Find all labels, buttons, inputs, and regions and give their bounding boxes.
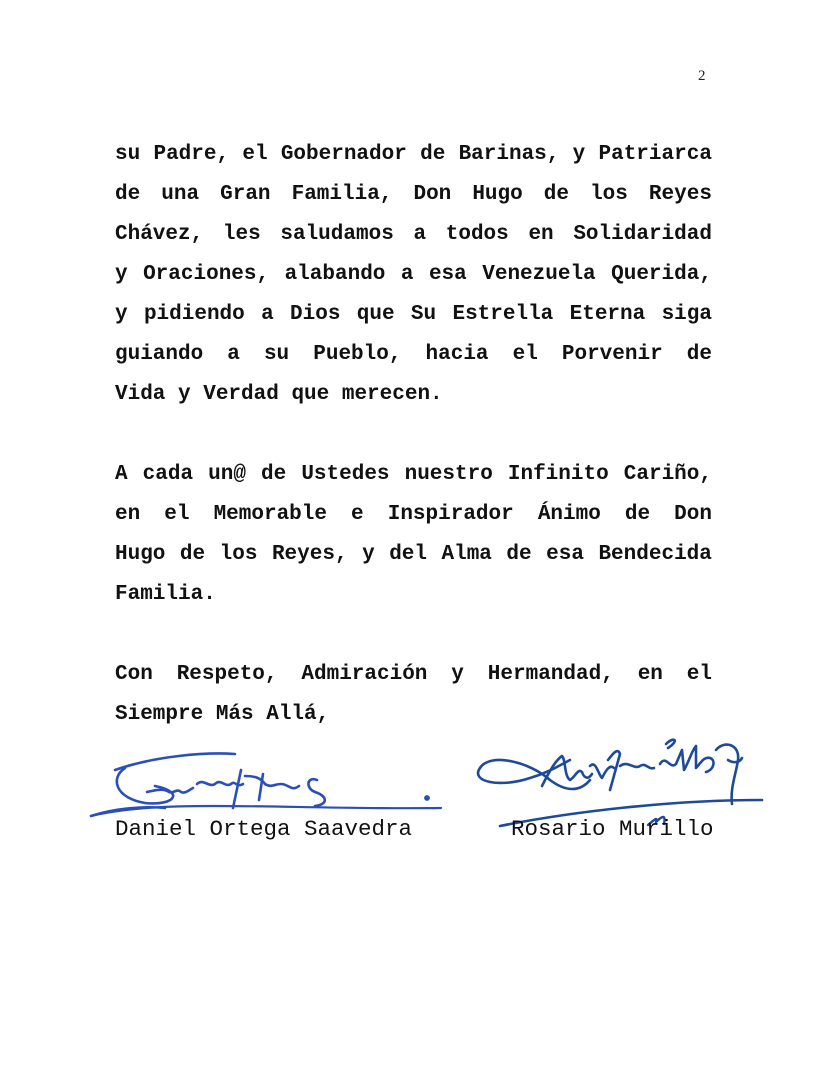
- word: Padre,: [153, 143, 230, 166]
- word: de: [543, 183, 570, 206]
- paragraph-closing: [115, 655, 712, 735]
- word: Admiración: [301, 663, 428, 686]
- word: Hugo: [115, 543, 166, 566]
- word: una: [161, 183, 200, 206]
- word: y: [572, 143, 586, 166]
- word: cada: [142, 463, 194, 486]
- word: Estrella: [452, 303, 554, 326]
- word: Familia.: [115, 583, 216, 606]
- word: hacia: [425, 343, 489, 366]
- word: de: [686, 343, 712, 366]
- word: merecen.: [341, 383, 443, 406]
- word: el: [164, 503, 190, 526]
- word: Allá,: [266, 703, 330, 726]
- word: Querida,: [611, 263, 712, 286]
- word: e: [351, 503, 364, 526]
- word: el: [686, 663, 712, 686]
- word: Vida: [115, 383, 166, 406]
- word: Don: [413, 183, 452, 206]
- word: Alma: [441, 543, 492, 566]
- text-line: [115, 215, 712, 255]
- word: saludamos: [280, 223, 394, 246]
- word: a: [261, 303, 274, 326]
- word: en: [637, 663, 663, 686]
- word: de: [115, 183, 141, 206]
- word: Inspirador: [387, 503, 514, 526]
- word: los: [219, 543, 258, 566]
- word: y: [115, 303, 128, 326]
- word: siga: [661, 303, 712, 326]
- word: Oraciones,: [143, 263, 270, 286]
- word: Con: [115, 663, 153, 686]
- word: de: [420, 143, 446, 166]
- word: Ánimo: [537, 503, 601, 526]
- text-line: [115, 135, 712, 175]
- word: esa: [546, 543, 584, 566]
- text-line: [115, 495, 712, 535]
- text-line: [115, 575, 712, 615]
- word: Barinas,: [458, 143, 560, 166]
- word: esa: [428, 263, 467, 286]
- word: y: [362, 543, 375, 566]
- word: en: [528, 223, 554, 246]
- word: Hermandad,: [487, 663, 614, 686]
- word: y: [178, 383, 191, 406]
- word: Cariño,: [623, 463, 712, 486]
- word: Familia,: [291, 183, 393, 206]
- word: un@: [208, 463, 246, 486]
- word: Porvenir: [561, 343, 663, 366]
- word: Solidaridad: [573, 223, 712, 246]
- word: y: [115, 263, 128, 286]
- text-line: [115, 295, 712, 335]
- word: en: [115, 503, 141, 526]
- word: Dios: [290, 303, 341, 326]
- paragraph-2: [115, 455, 712, 615]
- text-line: [115, 375, 712, 415]
- text-line: [115, 655, 712, 695]
- word: nuestro: [404, 463, 493, 486]
- page-number: 2: [698, 68, 706, 84]
- word: Bendecida: [598, 543, 712, 566]
- text-line: [115, 175, 712, 215]
- word: Gran: [220, 183, 271, 206]
- word: Eterna: [569, 303, 646, 326]
- word: alabando: [284, 263, 386, 286]
- word: Pueblo,: [313, 343, 402, 366]
- letter-body: [115, 135, 712, 775]
- signatory-name-daniel-ortega: Daniel Ortega Saavedra: [115, 816, 413, 842]
- word: guiando: [115, 343, 204, 366]
- text-line: [115, 335, 712, 375]
- word: Ustedes: [301, 463, 390, 486]
- text-line: [115, 535, 712, 575]
- paragraph-1: [115, 135, 712, 415]
- word: Siempre: [115, 703, 204, 726]
- word: Su: [410, 303, 437, 326]
- text-line: [115, 455, 712, 495]
- word: de: [179, 543, 206, 566]
- word: Memorable: [213, 503, 327, 526]
- word: que: [356, 303, 395, 326]
- word: les: [222, 223, 261, 246]
- word: Venezuela: [482, 263, 596, 286]
- word: Reyes: [648, 183, 712, 206]
- word: A: [115, 463, 128, 486]
- word: Patriarca: [598, 143, 712, 166]
- word: el: [512, 343, 538, 366]
- word: pidiendo: [143, 303, 245, 326]
- signatory-name-rosario-murillo: Rosario Murillo: [511, 816, 714, 842]
- text-line: [115, 255, 712, 295]
- word: Don: [674, 503, 712, 526]
- word: Respeto,: [176, 663, 278, 686]
- word: de: [261, 463, 287, 486]
- word: Chávez,: [115, 223, 204, 246]
- word: a: [227, 343, 240, 366]
- word: que: [291, 383, 330, 406]
- word: de: [624, 503, 651, 526]
- text-line: [115, 695, 712, 735]
- word: el: [242, 143, 268, 166]
- word: Infinito: [507, 463, 609, 486]
- word: Verdad: [203, 383, 279, 406]
- word: su: [263, 343, 290, 366]
- word: de: [506, 543, 532, 566]
- word: y: [451, 663, 464, 686]
- word: todos: [445, 223, 509, 246]
- word: Más: [215, 703, 254, 726]
- word: Hugo: [472, 183, 523, 206]
- word: Reyes,: [271, 543, 348, 566]
- word: los: [590, 183, 628, 206]
- word: del: [389, 543, 427, 566]
- word: a: [413, 223, 427, 246]
- word: a: [400, 263, 414, 286]
- word: su: [115, 143, 141, 166]
- word: Gobernador: [280, 143, 407, 166]
